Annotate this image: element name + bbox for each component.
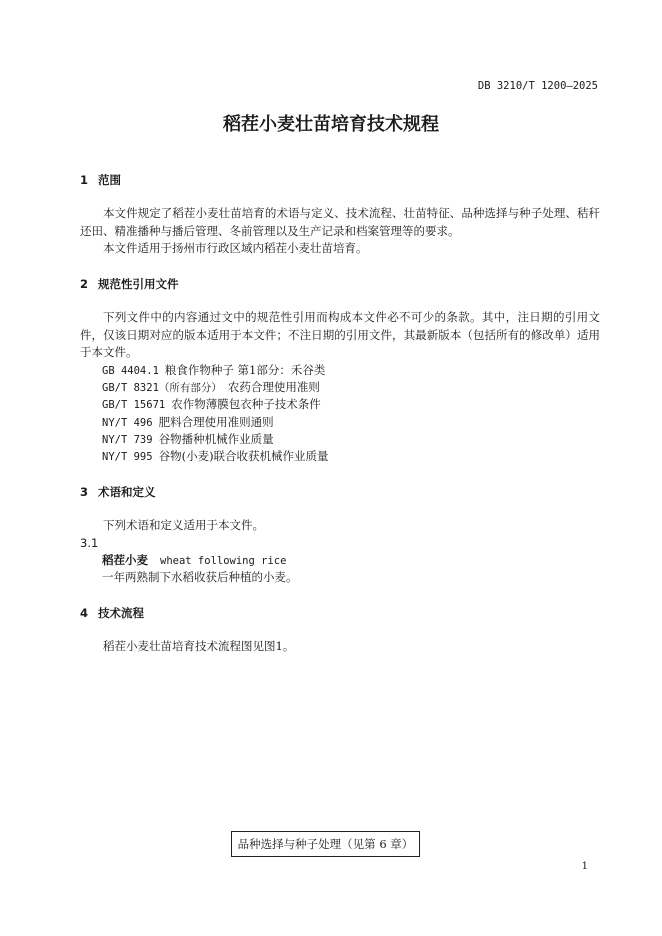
scope-paragraph-1: 本文件规定了稻茬小麦壮苗培育的术语与定义、技术流程、壮苗特征、品种选择与种子处理、秸秆还田、精准播种与播后管理、冬前管理以及生产记录和档案管理等的要求。 [80,206,600,238]
reference-item [102,362,325,381]
reference-item [102,431,274,450]
reference-code: NY/T 496 [102,417,153,429]
terms-intro: 下列术语和定义适用于本文件。 [103,518,264,532]
reference-item [102,396,321,415]
section-2-heading [80,276,179,292]
section-title: 技术流程 [98,606,144,620]
page-number: 1 [581,861,588,872]
reference-item [102,379,320,398]
reference-code: GB 4404.1 [102,365,159,377]
reference-title: 肥料合理使用准则通则 [158,415,274,429]
reference-title: 粮食作物种子 第1部分：禾谷类 [164,363,326,377]
reference-title: 农作物薄膜包衣种子技术条件 [171,397,321,411]
reference-code: NY/T 995 [102,451,153,463]
reference-title: 谷物播种机械作业质量 [158,432,274,446]
section-3-heading [80,484,156,500]
section-title: 术语和定义 [98,485,156,499]
section-number: 2 [80,277,89,291]
reference-code: NY/T 739 [102,434,153,446]
term-name [102,552,286,571]
term-chinese: 稻茬小麦 [102,553,148,567]
term-english: wheat following rice [160,555,287,567]
standard-number: DB 3210/T 1200—2025 [477,80,598,92]
term-definition: 一年两熟制下水稻收获后种植的小麦。 [102,570,298,584]
section-1-heading [80,172,121,188]
scope-paragraph-2: 本文件适用于扬州市行政区域内稻茬小麦壮苗培育。 [103,241,368,255]
section-title: 规范性引用文件 [98,277,179,291]
reference-code: GB/T 15671 [102,399,166,411]
section-number: 1 [80,173,89,187]
reference-item [102,414,274,433]
process-text: 稻茬小麦壮苗培育技术流程图见图1。 [103,639,295,653]
reference-item [102,448,329,467]
document-title: 稻茬小麦壮苗培育技术规程 [223,114,439,135]
normative-intro: 下列文件中的内容通过文中的规范性引用而构成本文件必不可少的条款。其中，注日期的引用文件，仅该日期对应的版本适用于本文件；不注日期的引用文件，其最新版本（包括所有的修改单）适用于本文件。 [80,310,600,359]
section-4-heading [80,605,144,621]
reference-code: GB/T 8321（所有部分） [102,382,222,394]
flowchart-box-variety-selection: 品种选择与种子处理（见第 6 章） [231,831,420,857]
term-entry-number: 3.1 [80,536,99,550]
section-number: 4 [80,606,89,620]
section-title: 范围 [98,173,121,187]
reference-title: 谷物(小麦)联合收获机械作业质量 [158,449,329,463]
section-number: 3 [80,485,89,499]
reference-title: 农药合理使用准则 [227,380,320,394]
